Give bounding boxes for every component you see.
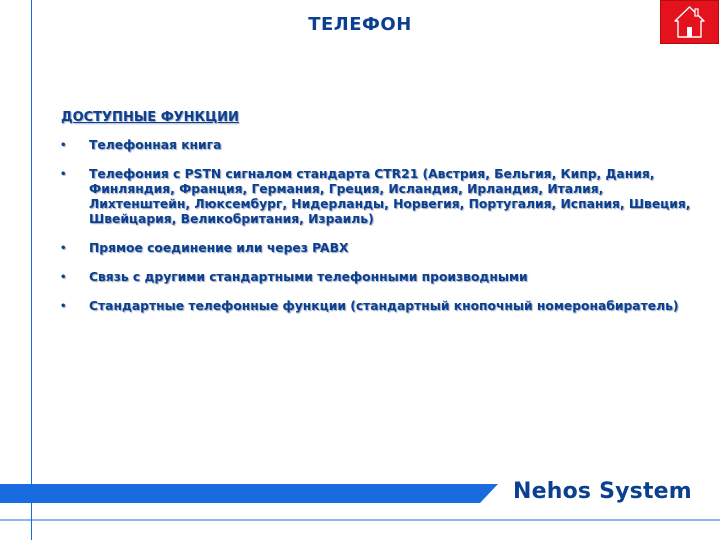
brand-logo: Nehos System	[513, 479, 692, 504]
home-button[interactable]	[660, 0, 719, 44]
feature-text: Связь с другими стандартными телефонными производными	[89, 270, 528, 284]
left-vertical-rule	[31, 0, 32, 540]
bullet-icon: •	[60, 140, 67, 151]
feature-text: Телефония с PSTN сигналом стандарта CTR21 (Австрия, Бельгия, Кипр, Дания, Финляндия, Франция, Германия, Греция, Исландия, Ирландия, Италия, Лихтенштейн, Люксембург, Нидерланды, Норвегия, Португалия, Испания, Швеция, Швейцария, Великобритания, Израиль)	[89, 167, 691, 226]
feature-text: Стандартные телефонные функции (стандартный кнопочный номеронабиратель)	[89, 299, 679, 313]
list-item	[58, 299, 698, 314]
list-item	[58, 241, 698, 256]
bullet-icon: •	[60, 243, 67, 254]
list-item	[58, 270, 698, 285]
bullet-icon: •	[60, 301, 67, 312]
list-item	[58, 138, 698, 153]
list-item	[58, 167, 698, 227]
bullet-icon: •	[60, 169, 67, 180]
page-title: ТЕЛЕФОН	[308, 14, 412, 35]
home-icon	[674, 6, 705, 38]
bullet-icon: •	[60, 272, 67, 283]
feature-text: Телефонная книга	[89, 138, 222, 152]
feature-text: Прямое соединение или через PABX	[89, 241, 349, 255]
feature-list	[58, 138, 698, 328]
section-heading: ДОСТУПНЫЕ ФУНКЦИИ	[61, 110, 239, 125]
